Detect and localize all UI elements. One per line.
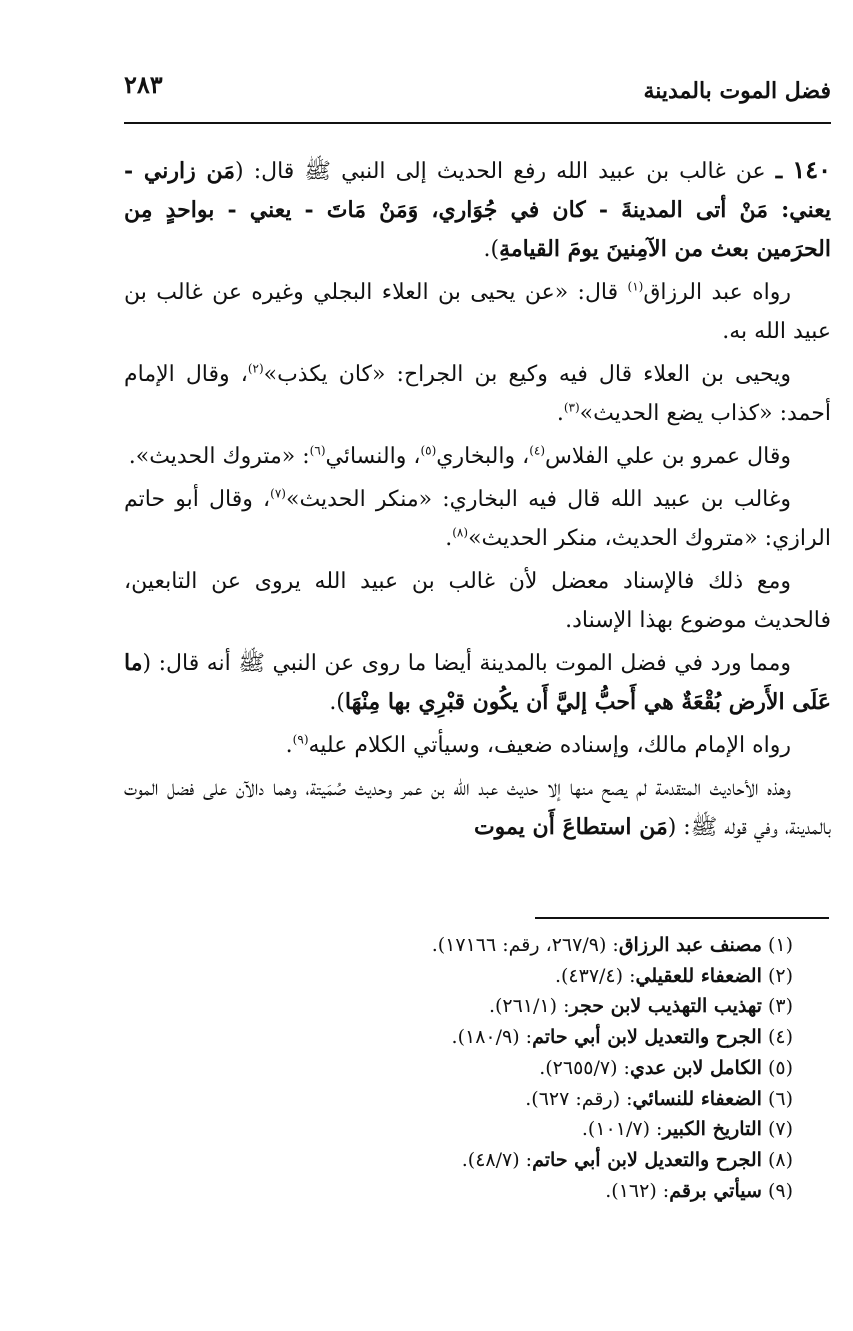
footnote: [360, 1084, 793, 1115]
running-header: [124, 66, 831, 110]
footnote: [360, 1053, 793, 1084]
paragraph-ghalib: [124, 480, 831, 558]
footnote-source: التاريخ الكبير: [662, 1118, 762, 1141]
footnote-source: الجرح والتعديل لابن أبي حاتم: [532, 1148, 762, 1171]
footnote-number: (٥): [767, 1056, 793, 1079]
running-title: فضل الموت بالمدينة: [643, 78, 831, 104]
footnote-ref-text: : (١٨٠/٩).: [451, 1026, 533, 1049]
text-run: وهذه الأحاديث المتقدمة لم يصح منها إلا حديث عبد الله بن عمر وحديث صُمَيتة، وهما دالآن على فضل الموت بالمدينة، وفي قوله ﷺ: (: [124, 776, 831, 840]
text-run: ، وقال أبو حاتم الرازي: «متروك الحديث، منكر الحديث»: [124, 487, 831, 551]
hadith-number: ١٤٠: [792, 155, 832, 184]
footnote: [360, 1176, 793, 1207]
footnote-source: مصنف عبد الرزاق: [618, 934, 762, 956]
footnote-rule: [535, 917, 829, 919]
footnote-source: سيأتي برقم: [669, 1179, 762, 1202]
footnote-number: (٣): [767, 995, 793, 1018]
text-run: ، والنسائي: [325, 444, 421, 469]
footnote-ref-text: : (١٠١/٧).: [581, 1118, 663, 1141]
footnote-source: الكامل لابن عدي: [629, 1056, 762, 1079]
footnote: [360, 930, 793, 961]
footnote-source: الضعفاء للعقيلي: [635, 964, 762, 987]
footnotes: [360, 930, 793, 1206]
footnote-ref[interactable]: (٥): [420, 443, 437, 458]
footnote: [360, 991, 793, 1022]
text-run: ، والبخاري: [436, 444, 530, 469]
text-run: .: [556, 401, 564, 426]
footnote-ref[interactable]: (٩): [292, 732, 309, 747]
hadith-close: ).: [483, 237, 500, 262]
paragraph-conclusion: [124, 769, 831, 847]
footnote-ref-text: : (٢٦٧/٩، رقم: ١٧١٦٦).: [431, 934, 619, 956]
footnote-number: (٩): [767, 1179, 793, 1202]
text-run: .: [285, 733, 293, 758]
text-run: .: [445, 526, 453, 551]
footnote-number: (٨): [767, 1148, 793, 1171]
footnote-source: تهذيب التهذيب لابن حجر: [569, 995, 762, 1018]
text-run: ومما ورد في فضل الموت بالمدينة أيضا ما روى عن النبي ﷺ أنه قال: (: [142, 651, 791, 676]
footnote-ref[interactable]: (٦): [309, 443, 326, 458]
text-run: ).: [329, 690, 345, 715]
footnote-source: الجرح والتعديل لابن أبي حاتم: [532, 1026, 762, 1049]
paragraph-malik: [124, 726, 831, 765]
text-run: وغالب بن عبيد الله قال فيه البخاري: «منكر الحديث»: [285, 487, 791, 512]
text-run: ، وقال الإمام أحمد: «كذاب يضع الحديث»: [124, 362, 831, 426]
paragraph-yahya: [124, 355, 831, 433]
footnote-ref-text: : (٤٣٧/٤).: [554, 964, 636, 987]
hadith-text: مَن استطاعَ أَن يموت: [473, 814, 668, 840]
footnote-ref[interactable]: (٧): [270, 486, 286, 501]
footnote: [360, 1145, 793, 1176]
paragraph-hadith-140: [124, 150, 831, 269]
paragraph-second-hadith: [124, 644, 831, 722]
main-text: [124, 150, 831, 851]
footnote-number: (٧): [767, 1118, 793, 1141]
text-run: رواه عبد الرزاق: [643, 280, 791, 305]
hadith-text: ما عَلَى الأَرض بُقْعَةٌ هي أَحبُّ إليَّ أَن يكُون قبْرِي بها مِنْهَا: [124, 650, 831, 715]
footnote-number: (٦): [767, 1087, 793, 1110]
footnote-ref-text: : (١٦٢).: [605, 1179, 670, 1202]
footnote-ref[interactable]: (٢): [247, 361, 264, 376]
footnote-ref-text: : (٢٦١/١).: [488, 995, 570, 1018]
page-number: ٢٨٣: [124, 70, 163, 99]
footnote-number: (١): [767, 934, 793, 956]
text-run: وقال عمرو بن علي الفلاس: [545, 444, 791, 469]
footnote-number: (٢): [767, 964, 793, 987]
footnote-ref-text: : (رقم: ٦٢٧).: [525, 1087, 633, 1110]
footnote-ref[interactable]: (٤): [529, 443, 546, 458]
paragraph-isnad: [124, 562, 831, 640]
paragraph-fallas: [124, 437, 831, 476]
paragraph-narration: [124, 273, 831, 351]
footnote-number: (٤): [767, 1026, 793, 1049]
footnote: [360, 1114, 793, 1145]
footnote-ref-text: : (٢٦٥٥/٧).: [539, 1056, 630, 1079]
hadith-dash: ـ: [775, 158, 783, 184]
text-run: : «متروك الحديث».: [128, 444, 310, 469]
footnote: [360, 961, 793, 992]
footnote-ref[interactable]: (١): [627, 279, 644, 294]
footnote-source: الضعفاء للنسائي: [632, 1087, 762, 1110]
footnote-ref[interactable]: (٣): [563, 400, 580, 415]
hadith-text: مَن زارني - يعني: مَنْ أتى المدينةَ - كان في جُوَاري، وَمَنْ مَاتَ - يعني - بواحدٍ مِن الحرَمين بعث من الآمِنينَ يومَ القيامةِ: [124, 158, 831, 262]
hadith-intro: عن غالب بن عبيد الله رفع الحديث إلى النبي ﷺ قال: (: [235, 159, 766, 184]
header-rule: [124, 122, 831, 124]
footnote: [360, 1022, 793, 1053]
footnote-ref[interactable]: (٨): [452, 525, 469, 540]
footnote-ref-text: : (٤٨/٧).: [461, 1148, 533, 1171]
text-run: ويحيى بن العلاء قال فيه وكيع بن الجراح: «كان يكذب»: [263, 362, 791, 387]
text-run: رواه الإمام مالك، وإسناده ضعيف، وسيأتي الكلام عليه: [308, 733, 791, 758]
text-run: قال: «عن يحيى بن العلاء البجلي وغيره عن غالب بن عبيد الله به.: [124, 280, 831, 344]
text-run: ومع ذلك فالإسناد معضل لأن غالب بن عبيد الله يروى عن التابعين، فالحديث موضوع بهذا الإسناد.: [124, 569, 831, 633]
